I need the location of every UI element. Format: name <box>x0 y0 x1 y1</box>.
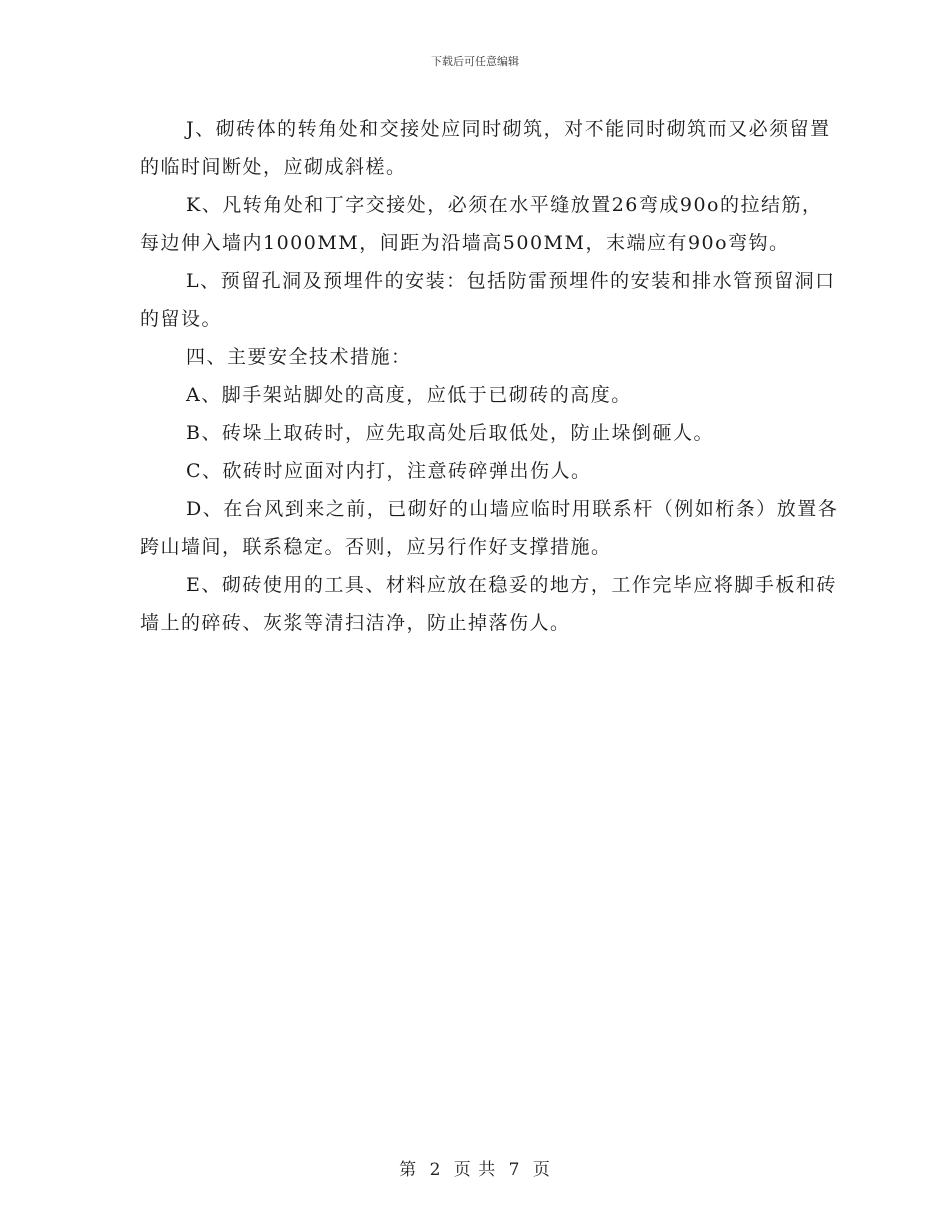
paragraph-j: J、砌砖体的转角处和交接处应同时砌筑，对不能同时砌筑而又必须留置的临时间断处，应砌成斜槎。 <box>140 118 831 178</box>
paragraph-l: L、预留孔洞及预埋件的安装：包括防雷预埋件的安装和排水管预留洞口的留设。 <box>140 270 836 330</box>
footer-page-number: 2 <box>429 1160 442 1180</box>
paragraph-a: A、脚手架站脚处的高度，应低于已砌砖的高度。 <box>186 384 632 406</box>
paragraph-d: D、在台风到来之前，已砌好的山墙应临时用联系杆（例如桁条）放置各跨山墙间，联系稳定。否则，应另行作好支撑措施。 <box>140 498 839 558</box>
footer-prefix: 第 <box>399 1160 418 1180</box>
paragraph-k: K、凡转角处和丁字交接处，必须在水平缝放置26弯成90o的拉结筋，每边伸入墙内1000MM，间距为沿墙高500MM，末端应有90o弯钩。 <box>140 194 823 254</box>
paragraph-e: E、砌砖使用的工具、材料应放在稳妥的地方，工作完毕应将脚手板和砖墙上的碎砖、灰浆等清扫洁净，防止掉落伤人。 <box>140 574 837 634</box>
section-heading-safety: 四、主要安全技术措施： <box>186 346 412 368</box>
page-number-footer <box>0 1155 950 1180</box>
paragraph-b: B、砖垛上取砖时，应先取高处后取低处，防止垛倒砸人。 <box>186 422 714 444</box>
page-header: 下载后可任意编辑 <box>431 55 519 68</box>
footer-suffix: 页 <box>532 1160 551 1180</box>
footer-middle: 页 共 <box>453 1160 497 1180</box>
paragraph-c: C、砍砖时应面对内打，注意砖碎弹出伤人。 <box>186 460 592 482</box>
document-body <box>140 110 840 642</box>
footer-total-pages: 7 <box>508 1160 521 1180</box>
